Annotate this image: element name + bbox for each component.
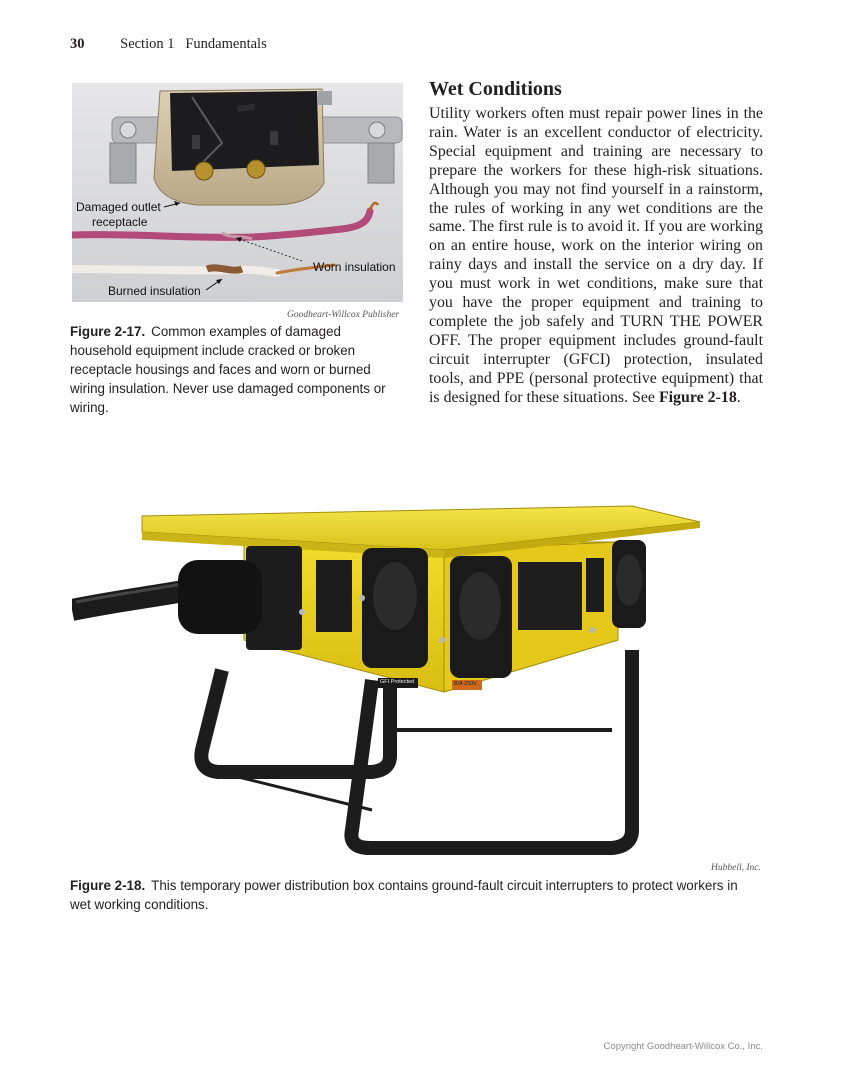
page-number: 30: [70, 36, 85, 52]
figure-2-18-caption: [70, 876, 760, 914]
amp-rating-label: 30A 250V: [453, 681, 477, 687]
figure-2-18-caption-text: This temporary power distribution box contains ground-fault circuit interrupters to protect workers in wet working conditions.: [70, 878, 738, 912]
figure-2-17-caption-label: Figure 2-17.: [70, 324, 146, 339]
paragraph-text: Utility workers often must repair power lines in the rain. Water is an excellent conductor of electricity. Special equipment and training are necessary to prepare the workers for these high-risk situations. Although you may not find yourself in a rainstorm, the rules of working in any wet conditions are the same. The first rule is to avoid it. If you are working on an entire house, work on the interior wiring on rainy days and install the service on a dry day. If you must work in wet conditions, make sure that you have the proper equipment and training to complete the job safely and TURN THE POWER OFF. The proper equipment includes ground-fault circuit interrupter (GFCI) protection, insulated tools, and PPE (personal protective equipment) that is designed for these situations. See: [429, 105, 763, 406]
gfi-panel-label: GFI Protected: [380, 679, 415, 685]
figure-2-17-caption-text: Common examples of damaged household equipment include cracked or broken receptacle housings and faces and worn or burned wiring insulation. Never use damaged components or wiring.: [70, 324, 386, 415]
figure-2-18-credit: Hubbell, Inc.: [711, 863, 761, 873]
worn-insulation-label: Worn insulation: [313, 260, 396, 274]
power-distribution-box-illustration: [72, 470, 763, 870]
damaged-outlet-label: Damaged outlet: [76, 200, 161, 214]
section-paragraph: [429, 105, 763, 408]
copyright-notice: Copyright Goodheart-Willcox Co., Inc.: [603, 1041, 763, 1052]
receptacle-label: receptacle: [92, 215, 148, 229]
figure-2-18-caption-label: Figure 2-18.: [70, 878, 146, 893]
running-head: [70, 36, 267, 53]
figure-2-17-credit: Goodheart-Willcox Publisher: [287, 310, 400, 320]
paragraph-end: .: [736, 388, 741, 406]
section-heading: Wet Conditions: [429, 78, 562, 100]
figure-2-18-reference: Figure 2-18: [658, 388, 737, 406]
figure-2-18-photo: [72, 470, 763, 870]
burned-insulation-label: Burned insulation: [108, 284, 201, 298]
figure-2-17-caption: [70, 322, 400, 417]
figure-2-17-photo: [72, 83, 403, 302]
section-title: Section 1 Fundamentals: [120, 36, 267, 52]
